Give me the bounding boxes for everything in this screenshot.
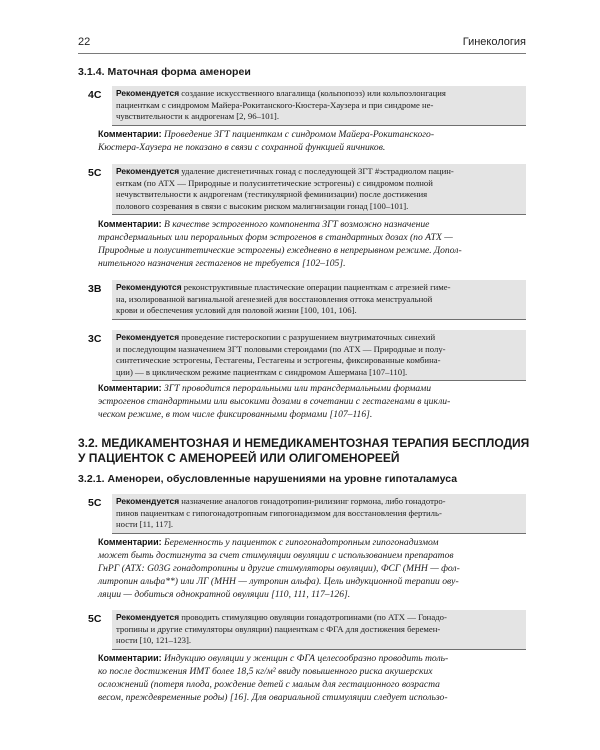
- evidence-level: 5C: [88, 497, 102, 509]
- recommendation-line: чувствительности к андрогенам [2, 96–101].: [116, 111, 279, 122]
- comment-keyword: Комментарии:: [98, 129, 162, 139]
- recommendation-line: Рекомендуется проведение гистероскопии с разрушением внутриматочных синехий: [116, 332, 436, 342]
- comment-line: трансдермальных или пероральных форм эстрогенов в стандартных дозах (по АТХ —: [98, 232, 453, 243]
- comment-line: ляции — добиться однократной овуляции [110, 111, 117–126].: [98, 589, 351, 600]
- comment-line: Комментарии: В качестве эстрогенного компонента ЗГТ возможно назначение: [98, 219, 430, 230]
- recommendation-line: ции) — в циклическом режиме пациенткам с синдромом Ашермана [107–110].: [116, 366, 408, 377]
- comment-line: ческом режиме, в том числе фиксированными формами [107–116].: [98, 409, 373, 420]
- recommendation-keyword: Рекомендуется: [116, 88, 180, 98]
- comment-block: [98, 382, 524, 421]
- recommendation-line: Рекомендуется создание искусственного влагалища (кольпопоэз) или кольпоэлонгация: [116, 88, 446, 98]
- comment-line: литропин альфа**) или ЛГ (МНН — лутропин альфа). Цель индукционной терапии ову-: [98, 576, 459, 587]
- section-heading-line: 3.2. МЕДИКАМЕНТОЗНАЯ И НЕМЕДИКАМЕНТОЗНАЯ ТЕРАПИЯ БЕСПЛОДИЯ: [78, 436, 530, 450]
- section-heading-3-2-1: 3.2.1. Аменореи, обусловленные нарушениями на уровне гипоталамуса: [78, 473, 458, 485]
- comment-keyword: Комментарии:: [98, 653, 162, 663]
- comment-line: может быть достигнута за счет стимуляции овуляции с использованием препаратов: [98, 550, 454, 561]
- evidence-level: 5C: [88, 167, 102, 179]
- comment-line: Комментарии: Индукцию овуляции у женщин с ФГА целесообразно проводить толь-: [98, 653, 449, 664]
- page-number: 22: [78, 36, 91, 48]
- comment-line: эстрогенов стандартными или высокими дозами в сочетании с гестагенами в цикли-: [98, 396, 451, 407]
- recommendation-line: Рекомендуются реконструктивные пластические операции пациенткам с атрезией гиме-: [116, 282, 451, 292]
- running-title: Гинекология: [462, 36, 526, 48]
- evidence-level: 4C: [88, 89, 102, 101]
- header-rule: [78, 53, 526, 54]
- comment-keyword: Комментарии:: [98, 219, 162, 229]
- recommendation-line: и последующим назначением ЗГТ половыми стероидами (по АТХ — Природные и полу-: [116, 343, 446, 354]
- comment-keyword: Комментарии:: [98, 383, 162, 393]
- comment-block: [98, 652, 524, 704]
- recommendation-keyword: Рекомендуются: [116, 282, 182, 292]
- comment-line: Кюстера-Хаузера не показано в связи с сохранной функцией яичников.: [98, 142, 386, 153]
- section-heading-line: У ПАЦИЕНТОК С АМЕНОРЕЕЙ ИЛИ ОЛИГОМЕНОРЕЕЙ: [78, 451, 400, 465]
- comment-block: [98, 218, 524, 270]
- comment-line: ГнРГ (АТХ: G03G гонадотропины и другие стимуляторы овуляции), ФСГ (МНН — фол-: [98, 563, 460, 574]
- recommendation-line: ности [11, 117].: [116, 519, 174, 530]
- evidence-level: 3B: [88, 283, 102, 295]
- comment-block: [98, 536, 524, 601]
- comment-line: Комментарии: ЗГТ проводится пероральными или трансдермальными формами: [98, 383, 432, 394]
- evidence-level: 3C: [88, 333, 102, 345]
- recommendation-keyword: Рекомендуется: [116, 496, 180, 506]
- recommendation-box: [112, 164, 526, 215]
- comment-line: Природные и полусинтетические эстрогены) ежедневно в непрерывном режиме. Допол-: [98, 245, 462, 256]
- recommendation-box: [112, 86, 526, 126]
- recommendation-line: нечувствительности к андрогенам (тестикулярной феминизации) после достижения: [116, 189, 428, 200]
- recommendation-line: на, изолированной вагинальной агенезией для восстановления оттока менструальной: [116, 293, 433, 304]
- recommendation-line: синтетические эстрогены, Гестагены, Гестагены и эстрогены, фиксированные комбина-: [116, 355, 441, 366]
- evidence-level: 5C: [88, 613, 102, 625]
- recommendation-keyword: Рекомендуется: [116, 166, 180, 176]
- comment-line: Комментарии: Беременность у пациенток с гипогонадотропным гипогонадизмом: [98, 537, 439, 548]
- section-heading-3-1-4: 3.1.4. Маточная форма аменореи: [78, 66, 251, 78]
- recommendation-line: тропины и другие стимуляторы овуляции) пациенткам с ФГА для достижения беремен-: [116, 623, 441, 634]
- recommendation-keyword: Рекомендуется: [116, 612, 180, 622]
- recommendation-box: [112, 494, 526, 534]
- recommendation-line: крови и обеспечения условий для половой жизни [100, 101, 106].: [116, 305, 357, 316]
- recommendation-box: [112, 280, 526, 320]
- comment-line: весом, преждевременные роды) [16]. Для овариальной стимуляции следует использо-: [98, 692, 448, 703]
- comment-block: [98, 128, 524, 154]
- recommendation-box: [112, 330, 526, 381]
- comment-line: Комментарии: Проведение ЗГТ пациенткам с синдромом Майера-Рокитанского-: [98, 129, 435, 140]
- comment-keyword: Комментарии:: [98, 537, 162, 547]
- recommendation-line: полового созревания в связи с высоким риском малигнизации гонад [100–101].: [116, 200, 409, 211]
- comment-line: ко после достижения ИМТ более 18,5 кг/м² ввиду повышенного риска акушерских: [98, 666, 433, 677]
- comment-line: нительного назначения гестагенов не требуется [102–105].: [98, 258, 346, 269]
- recommendation-line: пинов пациенткам с гипогонадотропным гипогонадизмом для восстановления фертиль-: [116, 507, 442, 518]
- recommendation-line: Рекомендуется удаление дисгенетичных гонад с последующей ЗГТ #эстрадиолом пацин-: [116, 166, 454, 176]
- recommendation-line: Рекомендуется назначение аналогов гонадотропин-рилизинг гормона, либо гонадотро-: [116, 496, 446, 506]
- comment-line: осложнений (потеря плода, рождение детей с малым для гестационного возраста: [98, 679, 440, 690]
- recommendation-line: пациенткам с синдромом Майера-Рокитанского-Кюстера-Хаузера и при синдроме не-: [116, 99, 434, 110]
- recommendation-line: енткам (по АТХ — Природные и полусинтетические эстрогены) с синдромом полной: [116, 177, 433, 188]
- recommendation-box: [112, 610, 526, 650]
- recommendation-keyword: Рекомендуется: [116, 332, 180, 342]
- section-heading-3-2: [78, 436, 529, 466]
- recommendation-line: ности [10, 121–123].: [116, 635, 192, 646]
- recommendation-line: Рекомендуется проводить стимуляцию овуляции гонадотропинами (по АТХ — Гонадо-: [116, 612, 447, 622]
